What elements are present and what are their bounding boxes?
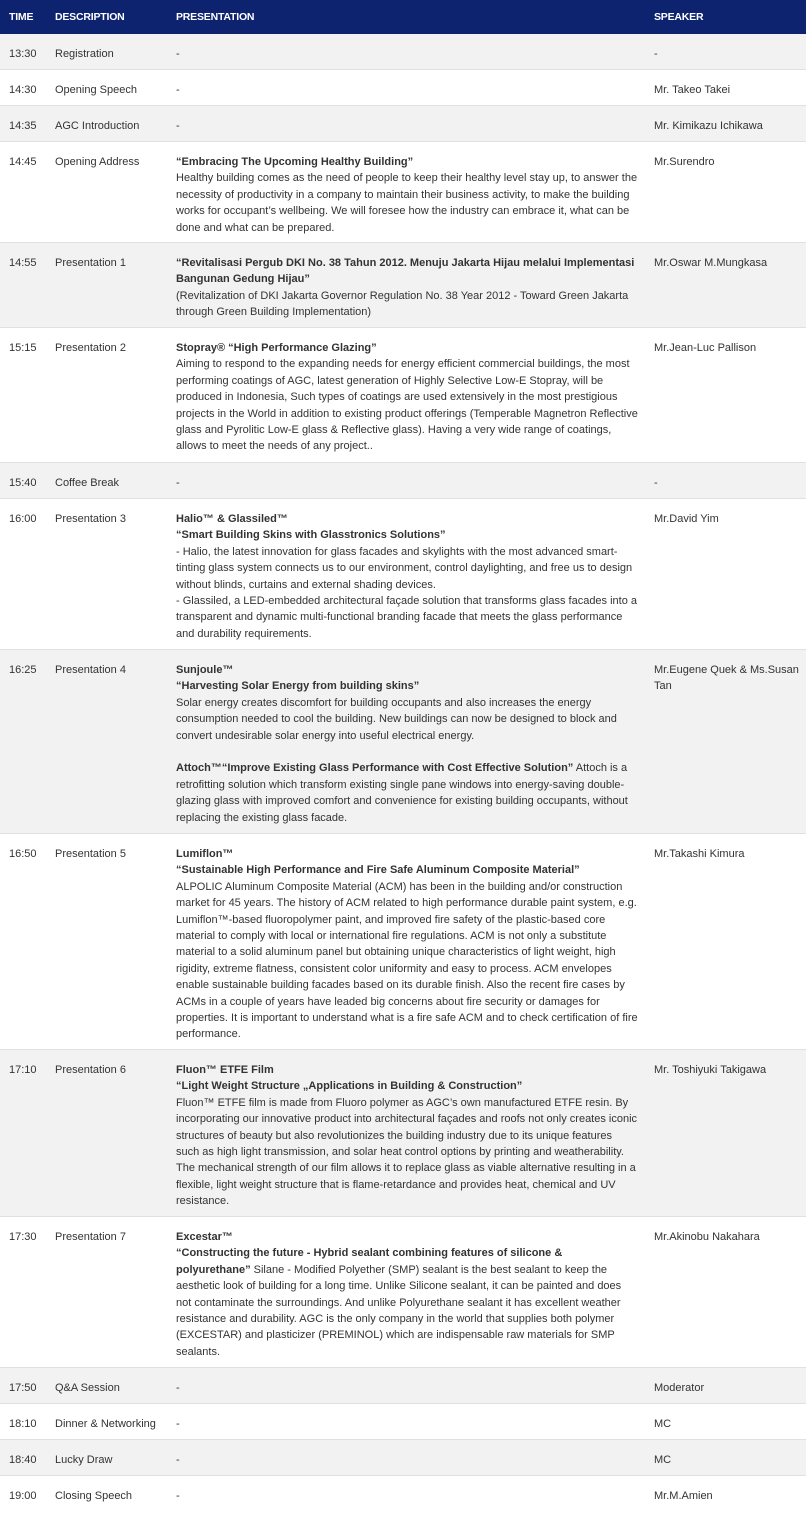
- row-presentation: [176, 662, 638, 826]
- presentation-subtitle: “Harvesting Solar Energy from building skins”: [176, 680, 420, 693]
- row-speaker: Mr. Takeo Takei: [654, 84, 731, 96]
- presentation-title: Stopray® “High Performance Glazing”: [176, 342, 377, 354]
- presentation-title: “Revitalisasi Pergub DKI No. 38 Tahun 2012. Menuju Jakarta Hijau melalui Implementasi Bangunan Gedung Hijau”: [176, 257, 635, 286]
- row-time: 16:25: [9, 664, 37, 676]
- table-row: [0, 142, 806, 243]
- presentation-body: Solar energy creates discomfort for building occupants and also increases the energy consumption needed to cool the building. New buildings can now be designed to block and convert undesirable solar energy into useful electrical energy.: [176, 696, 617, 742]
- header-description: DESCRIPTION: [55, 11, 125, 23]
- presentation-title: Halio™ & Glassiled™: [176, 513, 288, 525]
- table-row: [0, 1404, 806, 1440]
- row-time: 18:10: [9, 1418, 37, 1430]
- table-row: [0, 34, 806, 70]
- row-time: 15:15: [9, 342, 37, 354]
- table-row: [0, 1476, 806, 1517]
- row-speaker: Mr.Surendro: [654, 156, 715, 168]
- row-description: AGC Introduction: [55, 120, 140, 132]
- row-speaker: Mr.Akinobu Nakahara: [654, 1231, 760, 1243]
- row-speaker: Moderator: [654, 1382, 705, 1394]
- table-row: [0, 328, 806, 463]
- table-row: [0, 499, 806, 650]
- row-description: Presentation 5: [55, 848, 126, 860]
- presentation-body: (Revitalization of DKI Jakarta Governor Regulation No. 38 Year 2012 - Toward Green Jakarta through Green Building Implementation): [176, 289, 629, 319]
- row-presentation: [176, 340, 638, 455]
- presentation-subtitle: “Light Weight Structure „Applications in Building & Construction”: [176, 1080, 523, 1093]
- row-speaker: Mr.M.Amien: [654, 1490, 713, 1502]
- presentation-title: Excestar™: [176, 1231, 233, 1243]
- row-presentation: [176, 154, 638, 236]
- row-time: 16:50: [9, 848, 37, 860]
- presentation-title: “Embracing The Upcoming Healthy Building”: [176, 156, 414, 168]
- header-time: TIME: [9, 11, 34, 23]
- row-description: Closing Speech: [55, 1490, 133, 1502]
- row-time: 18:40: [9, 1454, 37, 1466]
- row-time: 17:30: [9, 1231, 37, 1243]
- row-description: Coffee Break: [55, 477, 120, 489]
- row-time: 13:30: [9, 48, 37, 60]
- presentation-body: Silane - Modified Polyether (SMP) sealant is the best sealant to keep the aesthetic look of building for a long time. Unlike Silicone sealant, it can be painted and does not contaminate the surroundings. And unlike Polyurethane sealant it has excellent weather resistance and durability. AGC is the only company in the world that supplies both polymer (EXCESTAR) and plasticizer (PREMINOL) which are indispensable raw materials for SMP sealants.: [176, 1263, 622, 1358]
- row-description: Presentation 4: [55, 664, 126, 676]
- presentation-body-2: - Glassiled, a LED-embedded architectural façade solution that transforms glass facades into a transparent and dynamic multi-functional branding facade that meets the glass performance and durability requirements.: [176, 595, 638, 640]
- row-time: 15:40: [9, 477, 37, 489]
- row-description: Opening Speech: [55, 84, 137, 96]
- row-presentation: -: [176, 84, 180, 96]
- row-time: 14:35: [9, 120, 37, 132]
- row-speaker: Mr.Eugene Quek & Ms.Susan Tan: [654, 664, 799, 693]
- table-row: [0, 1440, 806, 1476]
- row-time: 14:45: [9, 156, 37, 168]
- presentation-body: Fluon™ ETFE film is made from Fluoro polymer as AGC’s own manufactured ETFE resin. By incorporating our innovative product into architectural façades and roofs not only creates iconic structures of beauty but also revolutionizes the building industry due to its unique features such as high light transmission, and solar heat control options by printing and weatherability. The mechanical strength of our film allows it to replace glass as viable alternative resulting in a flexible, light weight structure that is flame-retardance and provides heat, chemical and UV resistance.: [176, 1096, 638, 1208]
- row-time: 17:50: [9, 1382, 37, 1394]
- table-row: [0, 1217, 806, 1368]
- row-presentation: -: [176, 48, 180, 60]
- row-speaker: Mr.Jean-Luc Pallison: [654, 342, 757, 354]
- row-speaker: Mr.David Yim: [654, 513, 719, 525]
- row-presentation: [176, 1062, 638, 1210]
- presentation-title-2: Attoch™“Improve Existing Glass Performance with Cost Effective Solution”: [176, 762, 574, 775]
- table-header: [0, 0, 806, 34]
- table-row: [0, 106, 806, 142]
- row-speaker: MC: [654, 1418, 672, 1430]
- table-row: [0, 243, 806, 328]
- row-presentation: [176, 511, 638, 642]
- row-speaker: Mr. Kimikazu Ichikawa: [654, 120, 763, 132]
- row-time: 16:00: [9, 513, 37, 525]
- row-presentation: [176, 1229, 638, 1360]
- row-presentation: [176, 846, 638, 1043]
- row-description: Q&A Session: [55, 1382, 120, 1394]
- row-description: Presentation 2: [55, 342, 126, 354]
- presentation-body: ALPOLIC Aluminum Composite Material (ACM) has been in the building and/or construction market for 45 years. The history of ACM related to high performance durable paint system, e.g. Lumiflon™-based fluoropolymer paint, and improved fire safety of the plastic-based core material to comply with local or international fire regulations. ACM is not only a substitute material to a solid aluminum panel but obtaining unique characteristics of light weight, high rigidity, extreme flatness, consistent color uniformity and easy to process. ACM envelopes enable sustainable building facades based on its durable finish. Also the recent fire cases by ACMs in a couple of years have leaded big concerns about fire security or damages for properties. It is important to understand what is a fire safe ACM and to check certification of fire performance.: [176, 880, 638, 1041]
- presentation-body: Healthy building comes as the need of people to keep their healthy level stay up, to answer the necessity of productivity in a company to maintain their business activity, to make the building works for occupant’s wellbeing. We will foresee how the industry can embrace it, what can be done and what can be prepared.: [176, 172, 638, 234]
- header-presentation: PRESENTATION: [176, 11, 255, 23]
- table-row: [0, 70, 806, 106]
- row-description: Opening Address: [55, 156, 140, 168]
- row-time: 19:00: [9, 1490, 37, 1502]
- row-speaker: -: [654, 477, 658, 489]
- row-presentation: -: [176, 120, 180, 132]
- table-row: [0, 650, 806, 834]
- row-description: Registration: [55, 48, 114, 60]
- presentation-subtitle: “Smart Building Skins with Glasstronics Solutions”: [176, 529, 446, 542]
- presentation-subtitle: “Constructing the future - Hybrid sealant combining features of silicone & polyurethane”: [176, 1247, 563, 1276]
- row-speaker: -: [654, 48, 658, 60]
- row-speaker: Mr. Toshiyuki Takigawa: [654, 1064, 767, 1076]
- table-row: [0, 463, 806, 499]
- header-speaker: SPEAKER: [654, 11, 704, 23]
- presentation-title: Sunjoule™: [176, 664, 234, 676]
- presentation-subtitle: “Sustainable High Performance and Fire Safe Aluminum Composite Material”: [176, 864, 580, 877]
- presentation-title: Lumiflon™: [176, 848, 234, 860]
- row-time: 14:30: [9, 84, 37, 96]
- table-row: [0, 1050, 806, 1217]
- row-speaker: MC: [654, 1454, 672, 1466]
- presentation-title: Fluon™ ETFE Film: [176, 1064, 274, 1076]
- row-description: Lucky Draw: [55, 1454, 113, 1466]
- table-row: [0, 834, 806, 1050]
- row-presentation: -: [176, 477, 180, 489]
- row-description: Dinner & Networking: [55, 1418, 156, 1430]
- row-time: 14:55: [9, 257, 37, 269]
- row-presentation: -: [176, 1382, 180, 1394]
- row-time: 17:10: [9, 1064, 37, 1076]
- row-speaker: Mr.Oswar M.Mungkasa: [654, 257, 768, 269]
- row-description: Presentation 6: [55, 1064, 126, 1076]
- row-presentation: -: [176, 1454, 180, 1466]
- table-row: [0, 1368, 806, 1404]
- presentation-body: - Halio, the latest innovation for glass facades and skylights with the most advanced smart-tinting glass system connects us to our environment, control daylighting, and free us to design without blinds, curtains and external shading devices.: [176, 545, 633, 591]
- row-description: Presentation 7: [55, 1231, 126, 1243]
- row-description: Presentation 1: [55, 257, 126, 269]
- row-speaker: Mr.Takashi Kimura: [654, 848, 745, 860]
- presentation-body-2: Attoch is a retrofitting solution which transform existing single pane windows into energy-saving double-glazing glass with improved comfort and convenience for existing building occupants, without replacing the existing glass facade.: [176, 762, 628, 824]
- presentation-body: Aiming to respond to the expanding needs for energy efficient commercial buildings, the most performing coatings of AGC, latest generation of Highly Selective Low-E Stopray, will be produced in Indonesia, Such types of coatings are used extensively in the most prestigious projects in the World in addition to existing product offerings (Temperable Magnetron Reflective glass and Pyrolitic Low-E glass & Reflective glass). Having a very wide range of coatings, allows to meet the needs of any project..: [176, 358, 638, 453]
- row-description: Presentation 3: [55, 513, 126, 525]
- row-presentation: -: [176, 1418, 180, 1430]
- row-presentation: [176, 255, 638, 321]
- row-presentation: -: [176, 1490, 180, 1502]
